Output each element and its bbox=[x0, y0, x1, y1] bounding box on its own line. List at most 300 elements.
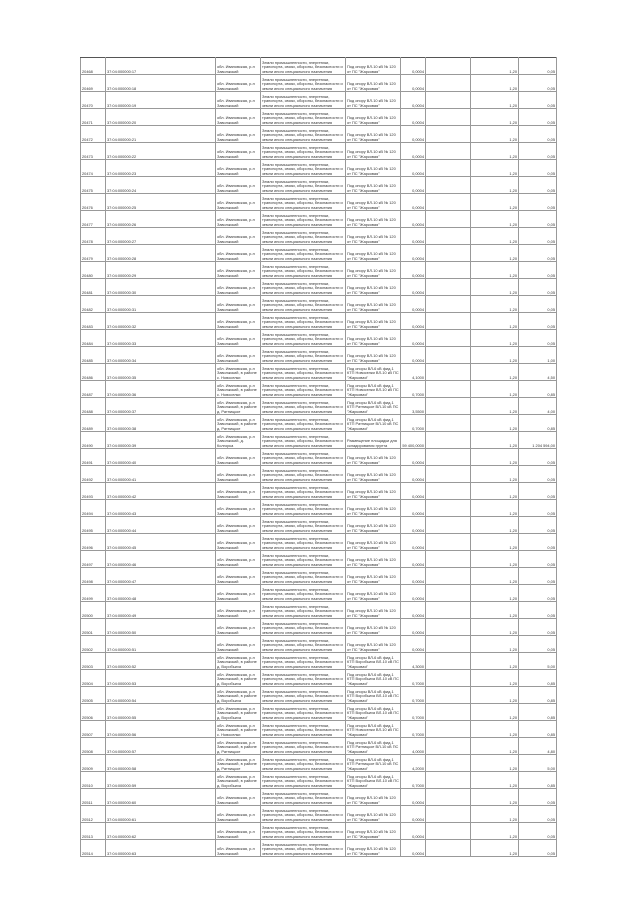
cadastral-number-cell: 37:04:000000:62 bbox=[106, 823, 216, 840]
plot-id-cell: 20507 bbox=[81, 721, 106, 738]
amount-cell: 4,80 bbox=[519, 738, 557, 755]
address-cell: обл. Ивановская, р-н Заволжский bbox=[216, 211, 261, 228]
plot-id-cell: 20485 bbox=[81, 347, 106, 364]
land-category-cell: Земли промышленности, энергетики, транспорта, связи, обороны, безопасности и земли иного специального назначения bbox=[261, 245, 346, 262]
amount-cell: 0,05 bbox=[519, 619, 557, 636]
permitted-use-cell: Под опору ВЛ-10 кВ № 120 от ПС "Жарковая" bbox=[346, 483, 401, 500]
blank-cell bbox=[426, 806, 471, 823]
cadastral-number-cell: 37:04:000000:20 bbox=[106, 109, 216, 126]
address-cell: обл. Ивановская, р-н Заволжский, в районе д. Воробьиха bbox=[216, 772, 261, 789]
address-cell: обл. Ивановская, р-н Заволжский, в районе д. Воробьиха bbox=[216, 687, 261, 704]
area-cell: 0,0004 bbox=[401, 568, 426, 585]
permitted-use-cell: Под опоры ВЛ-6 кВ фид.1 КТП Ратницкое ВЛ-10 кВ ПС "Жарковая" bbox=[346, 738, 401, 755]
plot-id-cell: 20495 bbox=[81, 517, 106, 534]
plot-id-cell: 20502 bbox=[81, 636, 106, 653]
amount-cell: 0,05 bbox=[519, 789, 557, 806]
cadastral-number-cell: 37:04:000000:42 bbox=[106, 483, 216, 500]
area-cell: 0,0004 bbox=[401, 347, 426, 364]
area-cell: 0,0004 bbox=[401, 75, 426, 92]
table-row bbox=[81, 415, 557, 432]
permitted-use-cell: Под опору ВЛ-10 кВ № 120 от ПС "Жарковая" bbox=[346, 75, 401, 92]
area-cell: 0,0004 bbox=[401, 245, 426, 262]
address-cell: обл. Ивановская, р-н Заволжский, в районе д. Ратницкое bbox=[216, 398, 261, 415]
cadastral-number-cell: 37:04:000000:17 bbox=[106, 58, 216, 75]
land-category-cell: Земли промышленности, энергетики, транспорта, связи, обороны, безопасности и земли иного специального назначения bbox=[261, 347, 346, 364]
table-row bbox=[81, 500, 557, 517]
rate-cell: 1,20 bbox=[471, 415, 519, 432]
land-category-cell: Земли промышленности, энергетики, транспорта, связи, обороны, безопасности и земли иного специального назначения bbox=[261, 602, 346, 619]
table-row bbox=[81, 789, 557, 806]
blank-cell bbox=[426, 126, 471, 143]
rate-cell: 1,20 bbox=[471, 568, 519, 585]
table-row bbox=[81, 602, 557, 619]
amount-cell: 0,05 bbox=[519, 126, 557, 143]
land-category-cell: Земли промышленности, энергетики, транспорта, связи, обороны, безопасности и земли иного специального назначения bbox=[261, 670, 346, 687]
land-category-cell: Земли промышленности, энергетики, транспорта, связи, обороны, безопасности и земли иного специального назначения bbox=[261, 738, 346, 755]
table-row bbox=[81, 806, 557, 823]
rate-cell: 1,20 bbox=[471, 75, 519, 92]
address-cell: обл. Ивановская, р-н Заволжский, в районе д. Воробьиха bbox=[216, 670, 261, 687]
permitted-use-cell: Под опоры ВЛ-6 кВ фид.1 КТП Новоселки ВЛ-10 кВ ПС "Жарковая" bbox=[346, 381, 401, 398]
land-plots-table bbox=[80, 57, 557, 857]
table-row bbox=[81, 704, 557, 721]
rate-cell: 1,20 bbox=[471, 755, 519, 772]
address-cell: обл. Ивановская, р-н Заволжский bbox=[216, 840, 261, 857]
amount-cell: 0,05 bbox=[519, 313, 557, 330]
land-category-cell: Земли промышленности, энергетики, транспорта, связи, обороны, безопасности и земли иного специального назначения bbox=[261, 636, 346, 653]
blank-cell bbox=[426, 92, 471, 109]
cadastral-number-cell: 37:04:000000:54 bbox=[106, 687, 216, 704]
blank-cell bbox=[426, 262, 471, 279]
permitted-use-cell: Под опору ВЛ-10 кВ № 120 от ПС "Жарковая" bbox=[346, 109, 401, 126]
amount-cell: 0,05 bbox=[519, 262, 557, 279]
rate-cell: 1,20 bbox=[471, 177, 519, 194]
cadastral-number-cell: 37:04:000000:50 bbox=[106, 619, 216, 636]
address-cell: обл. Ивановская, р-н Заволжский bbox=[216, 194, 261, 211]
land-category-cell: Земли промышленности, энергетики, транспорта, связи, обороны, безопасности и земли иного специального назначения bbox=[261, 806, 346, 823]
permitted-use-cell: Под опоры ВЛ-6 кВ фид.1 КТП Воробьиха ВЛ-10 кВ ПС "Жарковая" bbox=[346, 670, 401, 687]
rate-cell: 1,20 bbox=[471, 636, 519, 653]
plot-id-cell: 20494 bbox=[81, 500, 106, 517]
address-cell: обл. Ивановская, р-н Заволжский bbox=[216, 517, 261, 534]
amount-cell: 1 204 594,00 bbox=[519, 432, 557, 449]
permitted-use-cell: Под опору ВЛ-10 кВ № 120 от ПС "Жарковая" bbox=[346, 313, 401, 330]
area-cell: 4,2000 bbox=[401, 755, 426, 772]
permitted-use-cell: Под опору ВЛ-10 кВ № 120 от ПС "Жарковая" bbox=[346, 228, 401, 245]
cadastral-number-cell: 37:04:000000:60 bbox=[106, 789, 216, 806]
amount-cell: 1,00 bbox=[519, 347, 557, 364]
blank-cell bbox=[426, 364, 471, 381]
address-cell: обл. Ивановская, р-н Заволжский, в районе д. Ратницкое bbox=[216, 738, 261, 755]
permitted-use-cell: Под опоры ВЛ-6 кВ фид.1 КТП Воробьиха ВЛ-10 кВ ПС "Жарковая" bbox=[346, 704, 401, 721]
amount-cell: 5,00 bbox=[519, 653, 557, 670]
permitted-use-cell: Под опору ВЛ-10 кВ № 120 от ПС "Жарковая" bbox=[346, 585, 401, 602]
cadastral-number-cell: 37:04:000000:43 bbox=[106, 500, 216, 517]
land-category-cell: Земли промышленности, энергетики, транспорта, связи, обороны, безопасности и земли иного специального назначения bbox=[261, 160, 346, 177]
cadastral-number-cell: 37:04:000000:21 bbox=[106, 126, 216, 143]
address-cell: обл. Ивановская, р-н Заволжский bbox=[216, 602, 261, 619]
rate-cell: 1,20 bbox=[471, 704, 519, 721]
amount-cell: 5,00 bbox=[519, 755, 557, 772]
blank-cell bbox=[426, 109, 471, 126]
land-category-cell: Земли промышленности, энергетики, транспорта, связи, обороны, безопасности и земли иного специального назначения bbox=[261, 177, 346, 194]
blank-cell bbox=[426, 160, 471, 177]
plot-id-cell: 20489 bbox=[81, 415, 106, 432]
blank-cell bbox=[426, 75, 471, 92]
plot-id-cell: 20504 bbox=[81, 670, 106, 687]
cadastral-number-cell: 37:04:000000:46 bbox=[106, 551, 216, 568]
permitted-use-cell: Под опору ВЛ-10 кВ № 120 от ПС "Жарковая" bbox=[346, 568, 401, 585]
permitted-use-cell: Под опору ВЛ-10 кВ № 120 от ПС "Жарковая" bbox=[346, 143, 401, 160]
cadastral-number-cell: 37:04:000000:18 bbox=[106, 75, 216, 92]
cadastral-number-cell: 37:04:000000:25 bbox=[106, 194, 216, 211]
land-category-cell: Земли промышленности, энергетики, транспорта, связи, обороны, безопасности и земли иного специального назначения bbox=[261, 398, 346, 415]
cadastral-number-cell: 37:04:000000:30 bbox=[106, 279, 216, 296]
land-category-cell: Земли промышленности, энергетики, транспорта, связи, обороны, безопасности и земли иного специального назначения bbox=[261, 823, 346, 840]
blank-cell bbox=[426, 245, 471, 262]
area-cell: 0,0004 bbox=[401, 602, 426, 619]
table-row bbox=[81, 840, 557, 857]
blank-cell bbox=[426, 840, 471, 857]
rate-cell: 1,20 bbox=[471, 330, 519, 347]
area-cell: 59 400,0000 bbox=[401, 432, 426, 449]
rate-cell: 1,20 bbox=[471, 551, 519, 568]
cadastral-number-cell: 37:04:000000:45 bbox=[106, 534, 216, 551]
permitted-use-cell: Под опору ВЛ-10 кВ № 120 от ПС "Жарковая" bbox=[346, 330, 401, 347]
area-cell: 0,0004 bbox=[401, 823, 426, 840]
amount-cell: 0,05 bbox=[519, 194, 557, 211]
rate-cell: 1,20 bbox=[471, 228, 519, 245]
land-category-cell: Земли промышленности, энергетики, транспорта, связи, обороны, безопасности и земли иного специального назначения bbox=[261, 228, 346, 245]
rate-cell: 1,20 bbox=[471, 313, 519, 330]
permitted-use-cell: Под опору ВЛ-10 кВ № 120 от ПС "Жарковая" bbox=[346, 466, 401, 483]
address-cell: обл. Ивановская, р-н Заволжский bbox=[216, 177, 261, 194]
plot-id-cell: 20512 bbox=[81, 806, 106, 823]
land-category-cell: Земли промышленности, энергетики, транспорта, связи, обороны, безопасности и земли иного специального назначения bbox=[261, 449, 346, 466]
table-row bbox=[81, 92, 557, 109]
land-category-cell: Земли промышленности, энергетики, транспорта, связи, обороны, безопасности и земли иного специального назначения bbox=[261, 568, 346, 585]
table-row bbox=[81, 823, 557, 840]
land-category-cell: Земли промышленности, энергетики, транспорта, связи, обороны, безопасности и земли иного специального назначения bbox=[261, 534, 346, 551]
land-category-cell: Земли промышленности, энергетики, транспорта, связи, обороны, безопасности и земли иного специального назначения bbox=[261, 840, 346, 857]
area-cell: 0,0004 bbox=[401, 517, 426, 534]
blank-cell bbox=[426, 279, 471, 296]
plot-id-cell: 20500 bbox=[81, 602, 106, 619]
permitted-use-cell: Под опору ВЛ-10 кВ № 120 от ПС "Жарковая" bbox=[346, 500, 401, 517]
land-category-cell: Земли промышленности, энергетики, транспорта, связи, обороны, безопасности и земли иного специального назначения bbox=[261, 262, 346, 279]
amount-cell: 0,05 bbox=[519, 228, 557, 245]
rate-cell: 1,20 bbox=[471, 823, 519, 840]
address-cell: обл. Ивановская, р-н Заволжский bbox=[216, 483, 261, 500]
cadastral-number-cell: 37:04:000000:58 bbox=[106, 755, 216, 772]
amount-cell: 4,50 bbox=[519, 364, 557, 381]
permitted-use-cell: Под опоры ВЛ-6 кВ фид.1 КТП Ратницкое ВЛ-10 кВ ПС "Жарковая" bbox=[346, 415, 401, 432]
permitted-use-cell: Под опору ВЛ-10 кВ № 120 от ПС "Жарковая" bbox=[346, 534, 401, 551]
address-cell: обл. Ивановская, р-н Заволжский bbox=[216, 823, 261, 840]
address-cell: обл. Ивановская, р-н Заволжский, в районе с. Новоселки bbox=[216, 381, 261, 398]
area-cell: 0,0004 bbox=[401, 449, 426, 466]
area-cell: 0,0004 bbox=[401, 160, 426, 177]
area-cell: 0,7000 bbox=[401, 415, 426, 432]
address-cell: обл. Ивановская, р-н Заволжский, в районе д. Ратницкое bbox=[216, 755, 261, 772]
permitted-use-cell: Под опору ВЛ-10 кВ № 120 от ПС "Жарковая" bbox=[346, 58, 401, 75]
rate-cell: 1,20 bbox=[471, 432, 519, 449]
blank-cell bbox=[426, 500, 471, 517]
blank-cell bbox=[426, 551, 471, 568]
plot-id-cell: 20499 bbox=[81, 585, 106, 602]
cadastral-number-cell: 37:04:000000:61 bbox=[106, 806, 216, 823]
table-row bbox=[81, 432, 557, 449]
blank-cell bbox=[426, 568, 471, 585]
blank-cell bbox=[426, 330, 471, 347]
address-cell: обл. Ивановская, р-н Заволжский bbox=[216, 568, 261, 585]
table-row bbox=[81, 619, 557, 636]
table-row bbox=[81, 296, 557, 313]
plot-id-cell: 20475 bbox=[81, 177, 106, 194]
amount-cell: 0,05 bbox=[519, 160, 557, 177]
address-cell: обл. Ивановская, р-н Заволжский bbox=[216, 75, 261, 92]
cadastral-number-cell: 37:04:000000:23 bbox=[106, 160, 216, 177]
permitted-use-cell: Под опору ВЛ-10 кВ № 120 от ПС "Жарковая" bbox=[346, 211, 401, 228]
table-row bbox=[81, 381, 557, 398]
cadastral-number-cell: 37:04:000000:38 bbox=[106, 415, 216, 432]
permitted-use-cell: Под опору ВЛ-10 кВ № 120 от ПС "Жарковая" bbox=[346, 296, 401, 313]
permitted-use-cell: Под опору ВЛ-10 кВ № 120 от ПС "Жарковая" bbox=[346, 789, 401, 806]
blank-cell bbox=[426, 466, 471, 483]
plot-id-cell: 20470 bbox=[81, 92, 106, 109]
address-cell: обл. Ивановская, р-н Заволжский, в районе д. Воробьиха bbox=[216, 653, 261, 670]
area-cell: 0,0004 bbox=[401, 211, 426, 228]
area-cell: 3,5500 bbox=[401, 398, 426, 415]
land-category-cell: Земли промышленности, энергетики, транспорта, связи, обороны, безопасности и земли иного специального назначения bbox=[261, 143, 346, 160]
amount-cell: 0,85 bbox=[519, 721, 557, 738]
cadastral-number-cell: 37:04:000000:56 bbox=[106, 721, 216, 738]
address-cell: обл. Ивановская, р-н Заволжский bbox=[216, 534, 261, 551]
address-cell: обл. Ивановская, р-н Заволжский bbox=[216, 262, 261, 279]
amount-cell: 0,05 bbox=[519, 58, 557, 75]
blank-cell bbox=[426, 296, 471, 313]
amount-cell: 0,05 bbox=[519, 500, 557, 517]
rate-cell: 1,20 bbox=[471, 160, 519, 177]
address-cell: обл. Ивановская, р-н Заволжский bbox=[216, 58, 261, 75]
cadastral-number-cell: 37:04:000000:59 bbox=[106, 772, 216, 789]
cadastral-number-cell: 37:04:000000:39 bbox=[106, 432, 216, 449]
table-row bbox=[81, 262, 557, 279]
land-category-cell: Земли промышленности, энергетики, транспорта, связи, обороны, безопасности и земли иного специального назначения bbox=[261, 313, 346, 330]
cadastral-number-cell: 37:04:000000:28 bbox=[106, 245, 216, 262]
amount-cell: 0,05 bbox=[519, 109, 557, 126]
area-cell: 4,3000 bbox=[401, 653, 426, 670]
permitted-use-cell: Под опоры ВЛ-6 кВ фид.1 КТП Воробьиха ВЛ-10 кВ ПС "Жарковая" bbox=[346, 687, 401, 704]
area-cell: 0,0004 bbox=[401, 551, 426, 568]
area-cell: 0,0004 bbox=[401, 789, 426, 806]
blank-cell bbox=[426, 432, 471, 449]
plot-id-cell: 20479 bbox=[81, 245, 106, 262]
rate-cell: 1,20 bbox=[471, 670, 519, 687]
blank-cell bbox=[426, 823, 471, 840]
area-cell: 0,0004 bbox=[401, 109, 426, 126]
rate-cell: 1,20 bbox=[471, 840, 519, 857]
amount-cell: 0,05 bbox=[519, 143, 557, 160]
address-cell: обл. Ивановская, р-н Заволжский bbox=[216, 449, 261, 466]
rate-cell: 1,20 bbox=[471, 364, 519, 381]
rate-cell: 1,20 bbox=[471, 398, 519, 415]
address-cell: обл. Ивановская, р-н Заволжский, в районе д. Воробьиха bbox=[216, 704, 261, 721]
plot-id-cell: 20482 bbox=[81, 296, 106, 313]
land-category-cell: Земли промышленности, энергетики, транспорта, связи, обороны, безопасности и земли иного специального назначения bbox=[261, 194, 346, 211]
permitted-use-cell: Под опору ВЛ-10 кВ № 120 от ПС "Жарковая" bbox=[346, 619, 401, 636]
rate-cell: 1,20 bbox=[471, 109, 519, 126]
blank-cell bbox=[426, 534, 471, 551]
land-category-cell: Земли промышленности, энергетики, транспорта, связи, обороны, безопасности и земли иного специального назначения bbox=[261, 483, 346, 500]
blank-cell bbox=[426, 415, 471, 432]
blank-cell bbox=[426, 177, 471, 194]
amount-cell: 0,05 bbox=[519, 279, 557, 296]
cadastral-number-cell: 37:04:000000:51 bbox=[106, 636, 216, 653]
table-row bbox=[81, 534, 557, 551]
permitted-use-cell: Под опору ВЛ-10 кВ № 120 от ПС "Жарковая" bbox=[346, 602, 401, 619]
rate-cell: 1,20 bbox=[471, 245, 519, 262]
amount-cell: 0,05 bbox=[519, 602, 557, 619]
table-row bbox=[81, 58, 557, 75]
area-cell: 0,0004 bbox=[401, 585, 426, 602]
cadastral-number-cell: 37:04:000000:22 bbox=[106, 143, 216, 160]
permitted-use-cell: Под опоры ВЛ-6 кВ фид.1 КТП Новоселки ВЛ-10 кВ ПС "Жарковая" bbox=[346, 364, 401, 381]
plot-id-cell: 20483 bbox=[81, 313, 106, 330]
cadastral-number-cell: 37:04:000000:47 bbox=[106, 568, 216, 585]
cadastral-number-cell: 37:04:000000:24 bbox=[106, 177, 216, 194]
amount-cell: 0,85 bbox=[519, 670, 557, 687]
address-cell: обл. Ивановская, р-н Заволжский, в районе с. Новоселки bbox=[216, 721, 261, 738]
land-category-cell: Земли промышленности, энергетики, транспорта, связи, обороны, безопасности и земли иного специального назначения bbox=[261, 432, 346, 449]
amount-cell: 0,05 bbox=[519, 823, 557, 840]
cadastral-number-cell: 37:04:000000:55 bbox=[106, 704, 216, 721]
area-cell: 0,7000 bbox=[401, 670, 426, 687]
land-category-cell: Земли промышленности, энергетики, транспорта, связи, обороны, безопасности и земли иного специального назначения bbox=[261, 466, 346, 483]
area-cell: 0,0004 bbox=[401, 228, 426, 245]
address-cell: обл. Ивановская, р-н Заволжский bbox=[216, 585, 261, 602]
plot-id-cell: 20487 bbox=[81, 381, 106, 398]
amount-cell: 0,85 bbox=[519, 415, 557, 432]
amount-cell: 0,05 bbox=[519, 449, 557, 466]
rate-cell: 1,20 bbox=[471, 772, 519, 789]
amount-cell: 0,05 bbox=[519, 551, 557, 568]
amount-cell: 0,05 bbox=[519, 245, 557, 262]
land-category-cell: Земли промышленности, энергетики, транспорта, связи, обороны, безопасности и земли иного специального назначения bbox=[261, 381, 346, 398]
land-category-cell: Земли промышленности, энергетики, транспорта, связи, обороны, безопасности и земли иного специального назначения bbox=[261, 517, 346, 534]
cadastral-number-cell: 37:04:000000:31 bbox=[106, 296, 216, 313]
area-cell: 0,0004 bbox=[401, 143, 426, 160]
table-row bbox=[81, 721, 557, 738]
plot-id-cell: 20498 bbox=[81, 568, 106, 585]
blank-cell bbox=[426, 670, 471, 687]
table-row bbox=[81, 364, 557, 381]
amount-cell: 0,05 bbox=[519, 585, 557, 602]
blank-cell bbox=[426, 143, 471, 160]
address-cell: обл. Ивановская, р-н Заволжский bbox=[216, 313, 261, 330]
rate-cell: 1,20 bbox=[471, 194, 519, 211]
address-cell: обл. Ивановская, р-н Заволжский bbox=[216, 466, 261, 483]
blank-cell bbox=[426, 58, 471, 75]
plot-id-cell: 20481 bbox=[81, 279, 106, 296]
blank-cell bbox=[426, 653, 471, 670]
area-cell: 0,7000 bbox=[401, 704, 426, 721]
land-category-cell: Земли промышленности, энергетики, транспорта, связи, обороны, безопасности и земли иного специального назначения bbox=[261, 364, 346, 381]
area-cell: 0,0004 bbox=[401, 806, 426, 823]
rate-cell: 1,20 bbox=[471, 347, 519, 364]
address-cell: обл. Ивановская, р-н Заволжский bbox=[216, 245, 261, 262]
area-cell: 0,0004 bbox=[401, 619, 426, 636]
amount-cell: 0,05 bbox=[519, 636, 557, 653]
permitted-use-cell: Под опору ВЛ-10 кВ № 120 от ПС "Жарковая" bbox=[346, 279, 401, 296]
address-cell: обл. Ивановская, р-н Заволжский bbox=[216, 500, 261, 517]
rate-cell: 1,20 bbox=[471, 381, 519, 398]
blank-cell bbox=[426, 755, 471, 772]
table-row bbox=[81, 449, 557, 466]
address-cell: обл. Ивановская, р-н Заволжский bbox=[216, 296, 261, 313]
table-row bbox=[81, 585, 557, 602]
land-category-cell: Земли промышленности, энергетики, транспорта, связи, обороны, безопасности и земли иного специального назначения bbox=[261, 500, 346, 517]
table-row bbox=[81, 653, 557, 670]
permitted-use-cell: Под опоры ВЛ-6 кВ фид.1 КТП Ратницкое ВЛ-10 кВ ПС "Жарковая" bbox=[346, 398, 401, 415]
table-row bbox=[81, 398, 557, 415]
land-category-cell: Земли промышленности, энергетики, транспорта, связи, обороны, безопасности и земли иного специального назначения bbox=[261, 755, 346, 772]
area-cell: 0,7000 bbox=[401, 381, 426, 398]
amount-cell: 0,05 bbox=[519, 330, 557, 347]
area-cell: 0,0004 bbox=[401, 534, 426, 551]
plot-id-cell: 20511 bbox=[81, 789, 106, 806]
permitted-use-cell: Под опору ВЛ-10 кВ № 120 от ПС "Жарковая" bbox=[346, 551, 401, 568]
permitted-use-cell: Под опору ВЛ-10 кВ № 120 от ПС "Жарковая" bbox=[346, 636, 401, 653]
address-cell: обл. Ивановская, р-н Заволжский bbox=[216, 789, 261, 806]
cadastral-number-cell: 37:04:000000:33 bbox=[106, 330, 216, 347]
cadastral-number-cell: 37:04:000000:52 bbox=[106, 653, 216, 670]
cadastral-number-cell: 37:04:000000:57 bbox=[106, 738, 216, 755]
area-cell: 0,0004 bbox=[401, 483, 426, 500]
area-cell: 0,0004 bbox=[401, 636, 426, 653]
table-row bbox=[81, 636, 557, 653]
address-cell: обл. Ивановская, р-н Заволжский, в районе с. Новоселки bbox=[216, 364, 261, 381]
amount-cell: 0,85 bbox=[519, 687, 557, 704]
permitted-use-cell: Под опору ВЛ-10 кВ № 120 от ПС "Жарковая" bbox=[346, 449, 401, 466]
blank-cell bbox=[426, 772, 471, 789]
rate-cell: 1,20 bbox=[471, 126, 519, 143]
plot-id-cell: 20496 bbox=[81, 534, 106, 551]
area-cell: 0,7000 bbox=[401, 721, 426, 738]
land-category-cell: Земли промышленности, энергетики, транспорта, связи, обороны, безопасности и земли иного специального назначения bbox=[261, 772, 346, 789]
area-cell: 0,0004 bbox=[401, 177, 426, 194]
blank-cell bbox=[426, 211, 471, 228]
permitted-use-cell: Под опору ВЛ-10 кВ № 120 от ПС "Жарковая" bbox=[346, 262, 401, 279]
plot-id-cell: 20503 bbox=[81, 653, 106, 670]
address-cell: обл. Ивановская, р-н Заволжский bbox=[216, 109, 261, 126]
cadastral-number-cell: 37:04:000000:26 bbox=[106, 211, 216, 228]
address-cell: обл. Ивановская, р-н Заволжский, д. Колгорка bbox=[216, 432, 261, 449]
permitted-use-cell: Под опору ВЛ-10 кВ № 120 от ПС "Жарковая" bbox=[346, 160, 401, 177]
address-cell: обл. Ивановская, р-н Заволжский bbox=[216, 143, 261, 160]
amount-cell: 0,05 bbox=[519, 483, 557, 500]
land-category-cell: Земли промышленности, энергетики, транспорта, связи, обороны, безопасности и земли иного специального назначения bbox=[261, 75, 346, 92]
plot-id-cell: 20472 bbox=[81, 126, 106, 143]
plot-id-cell: 20497 bbox=[81, 551, 106, 568]
table-row bbox=[81, 211, 557, 228]
plot-id-cell: 20476 bbox=[81, 194, 106, 211]
rate-cell: 1,20 bbox=[471, 58, 519, 75]
rate-cell: 1,20 bbox=[471, 92, 519, 109]
area-cell: 0,0004 bbox=[401, 126, 426, 143]
plot-id-cell: 20486 bbox=[81, 364, 106, 381]
area-cell: 4,0000 bbox=[401, 738, 426, 755]
